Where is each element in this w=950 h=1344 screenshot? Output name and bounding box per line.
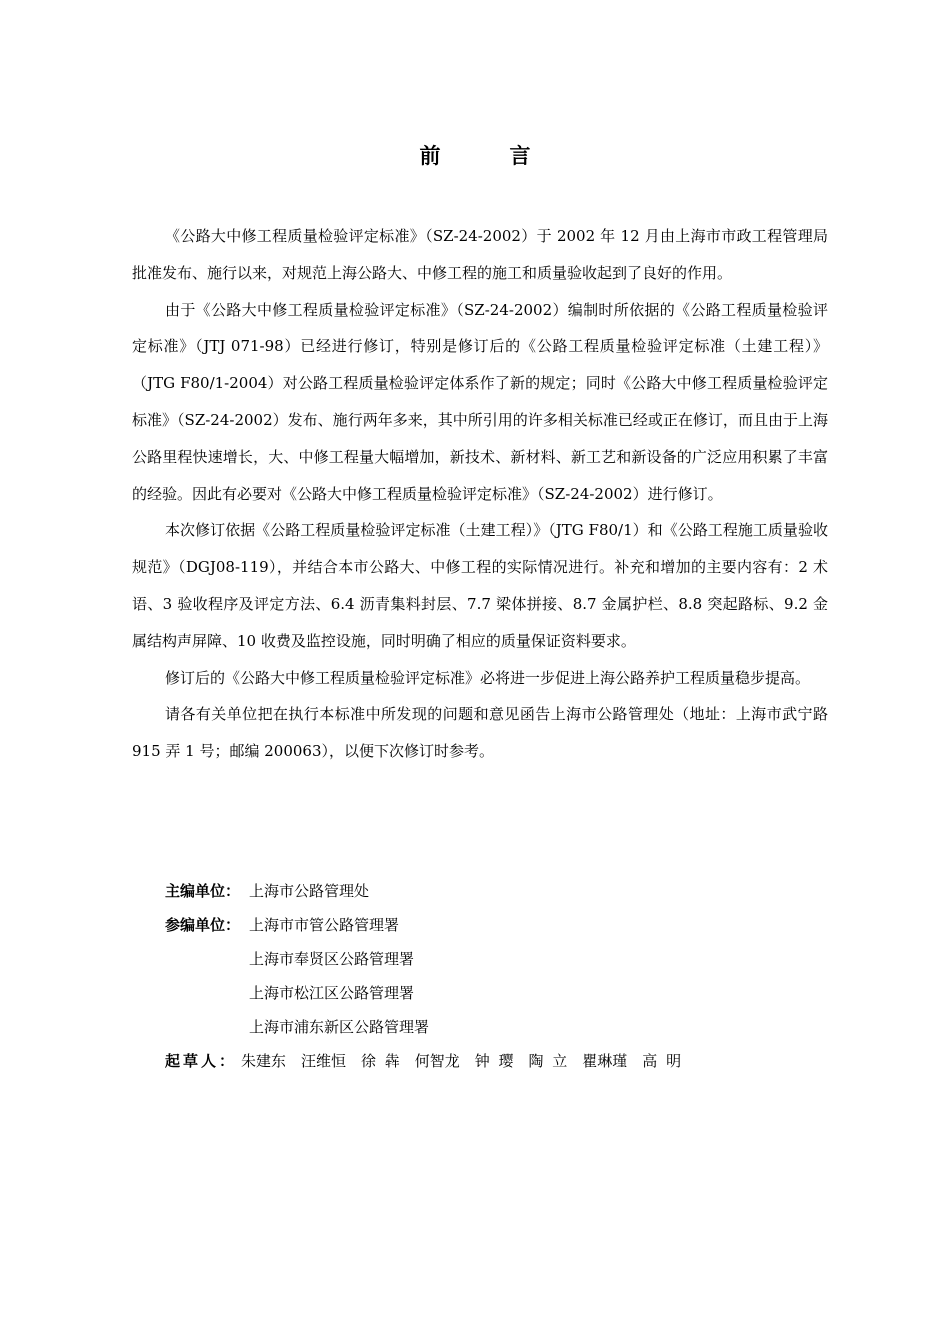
participating-unit-row	[165, 908, 765, 942]
editorial-units	[165, 874, 765, 1078]
paragraph-5: 请各有关单位把在执行本标准中所发现的问题和意见函告上海市公路管理处（地址：上海市武宁路 915 弄 1 号；邮编 200063），以便下次修订时参考。	[132, 705, 828, 761]
drafters-label: 起草人：	[165, 1052, 238, 1070]
drafters-names: 朱建东 汪维恒 徐 犇 何智龙 钟 璎 陶 立 瞿琳瑾 高 明	[241, 1052, 682, 1070]
participating-units-label: 参编单位：	[165, 916, 241, 934]
participating-unit-row	[165, 1010, 765, 1044]
paragraph-1: 《公路大中修工程质量检验评定标准》（SZ-24-2002）于 2002 年 12 月由上海市市政工程管理局批准发布、施行以来，对规范上海公路大、中修工程的施工和质量验收起到了良好的作用。	[132, 227, 828, 282]
participating-unit: 上海市松江区公路管理署	[249, 984, 415, 1002]
page-title: 前 言	[419, 144, 555, 168]
paragraph-3: 本次修订依据《公路工程质量检验评定标准（土建工程）》（JTG F80/1）和《公路工程施工质量验收规范》（DGJ08-119），并结合本市公路大、中修工程的实际情况进行。补充和增加的主要内容有：2 术语、3 验收程序及评定方法、6.4 沥青集料封层、7.7 梁体拼接、8.7 金属护栏、8.8 突起路标、9.2 金属结构声屏障、10 收费及监控设施，同时明确了相应的质量保证资料要求。	[132, 521, 828, 650]
chief-editor-row	[165, 874, 765, 908]
participating-unit: 上海市市管公路管理署	[249, 916, 400, 934]
drafters-row	[165, 1044, 765, 1078]
chief-editor-label: 主编单位：	[165, 882, 241, 900]
participating-unit: 上海市浦东新区公路管理署	[249, 1018, 430, 1036]
chief-editor-unit: 上海市公路管理处	[249, 882, 370, 900]
participating-unit-row	[165, 976, 765, 1010]
paragraph-4: 修订后的《公路大中修工程质量检验评定标准》必将进一步促进上海公路养护工程质量稳步提高。	[165, 668, 811, 687]
paragraph-2: 由于《公路大中修工程质量检验评定标准》（SZ-24-2002）编制时所依据的《公路工程质量检验评定标准》（JTJ 071-98）已经进行修订，特别是修订后的《公路工程质量检验评定标准（土建工程）》（JTG F80/1-2004）对公路工程质量检验评定体系作了新的规定；同时《公路大中修工程质量检验评定标准》（SZ-24-2002）发布、施行两年多来，其中所引用的许多相关标准已经或正在修订，而且由于上海公路里程快速增长，大、中修工程量大幅增加，新技术、新材料、新工艺和新设备的广泛应用积累了丰富的经验。因此有必要对《公路大中修工程质量检验评定标准》（SZ-24-2002）进行修订。	[132, 300, 828, 503]
participating-unit: 上海市奉贤区公路管理署	[249, 950, 415, 968]
preface-body	[132, 218, 828, 770]
participating-unit-row	[165, 942, 765, 976]
